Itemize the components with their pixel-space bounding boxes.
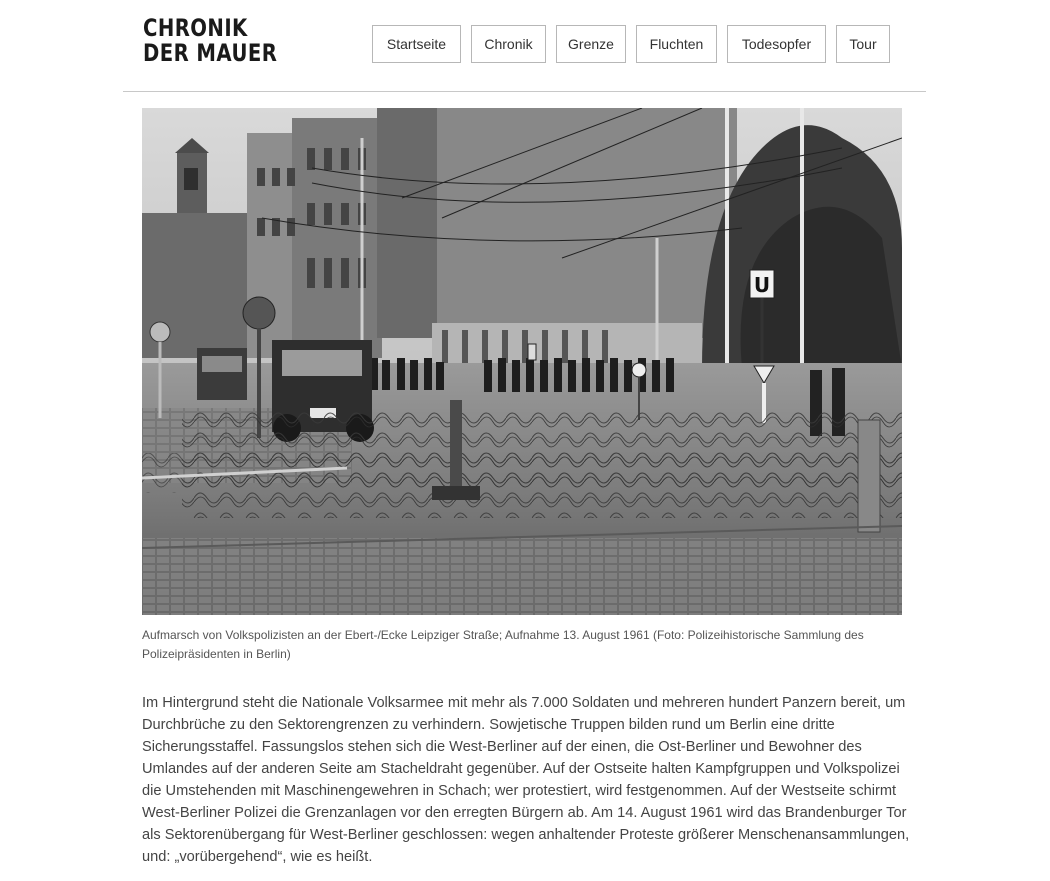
- photo-caption: Aufmarsch von Volkspolizisten an der Ebert-/Ecke Leipziger Straße; Aufnahme 13. August 1961 (Foto: Polizeihistorische Sammlung des Polizeipräsidenten in Berlin): [142, 628, 864, 661]
- nav-fluchten-button[interactable]: Fluchten: [636, 25, 717, 63]
- logo-line-1: CHRONIK: [143, 14, 248, 42]
- nav-todesopfer-button[interactable]: Todesopfer: [727, 25, 826, 63]
- ubahn-sign-letter: U: [753, 273, 771, 297]
- logo-line-2: DER MAUER: [143, 39, 278, 67]
- nav-chronik-button[interactable]: Chronik: [471, 25, 546, 63]
- historical-photo: [142, 108, 902, 615]
- header-divider: [123, 91, 926, 92]
- site-logo[interactable]: [143, 16, 277, 66]
- site-header: [0, 0, 1050, 92]
- main-nav: [372, 25, 890, 63]
- article-paragraph: Im Hintergrund steht die Nationale Volksarmee mit mehr als 7.000 Soldaten und mehreren hundert Panzern bereit, um Durchbrüche zu den Sektorengrenzen zu verhindern. Sowjetische Truppen bilden rund um Berlin eine dritte Sicherungsstaffel. Fassungslos stehen sich die West-Berliner auf der einen, die Ost-Berliner und Bewohner des Umlandes auf der anderen Seite am Stacheldraht gegenüber. Auf der Ostseite halten Kampfgruppen und Volkspolizei die Umstehenden mit Maschinengewehren in Schach; wer protestiert, wird festgenommen. Auf der Westseite schirmt West-Berliner Polizei die Grenzanlagen vor den erregten Bürgern ab. Am 14. August 1961 wird das Brandenburger Tor als Sektorenübergang für West-Berliner geschlossen: wegen anhaltender Proteste größerer Menschenansammlungen, und: „vorübergehend“, wie es heißt.: [142, 695, 910, 865]
- nav-tour-button[interactable]: Tour: [836, 25, 890, 63]
- nav-grenze-button[interactable]: Grenze: [556, 25, 626, 63]
- nav-startseite-button[interactable]: Startseite: [372, 25, 461, 63]
